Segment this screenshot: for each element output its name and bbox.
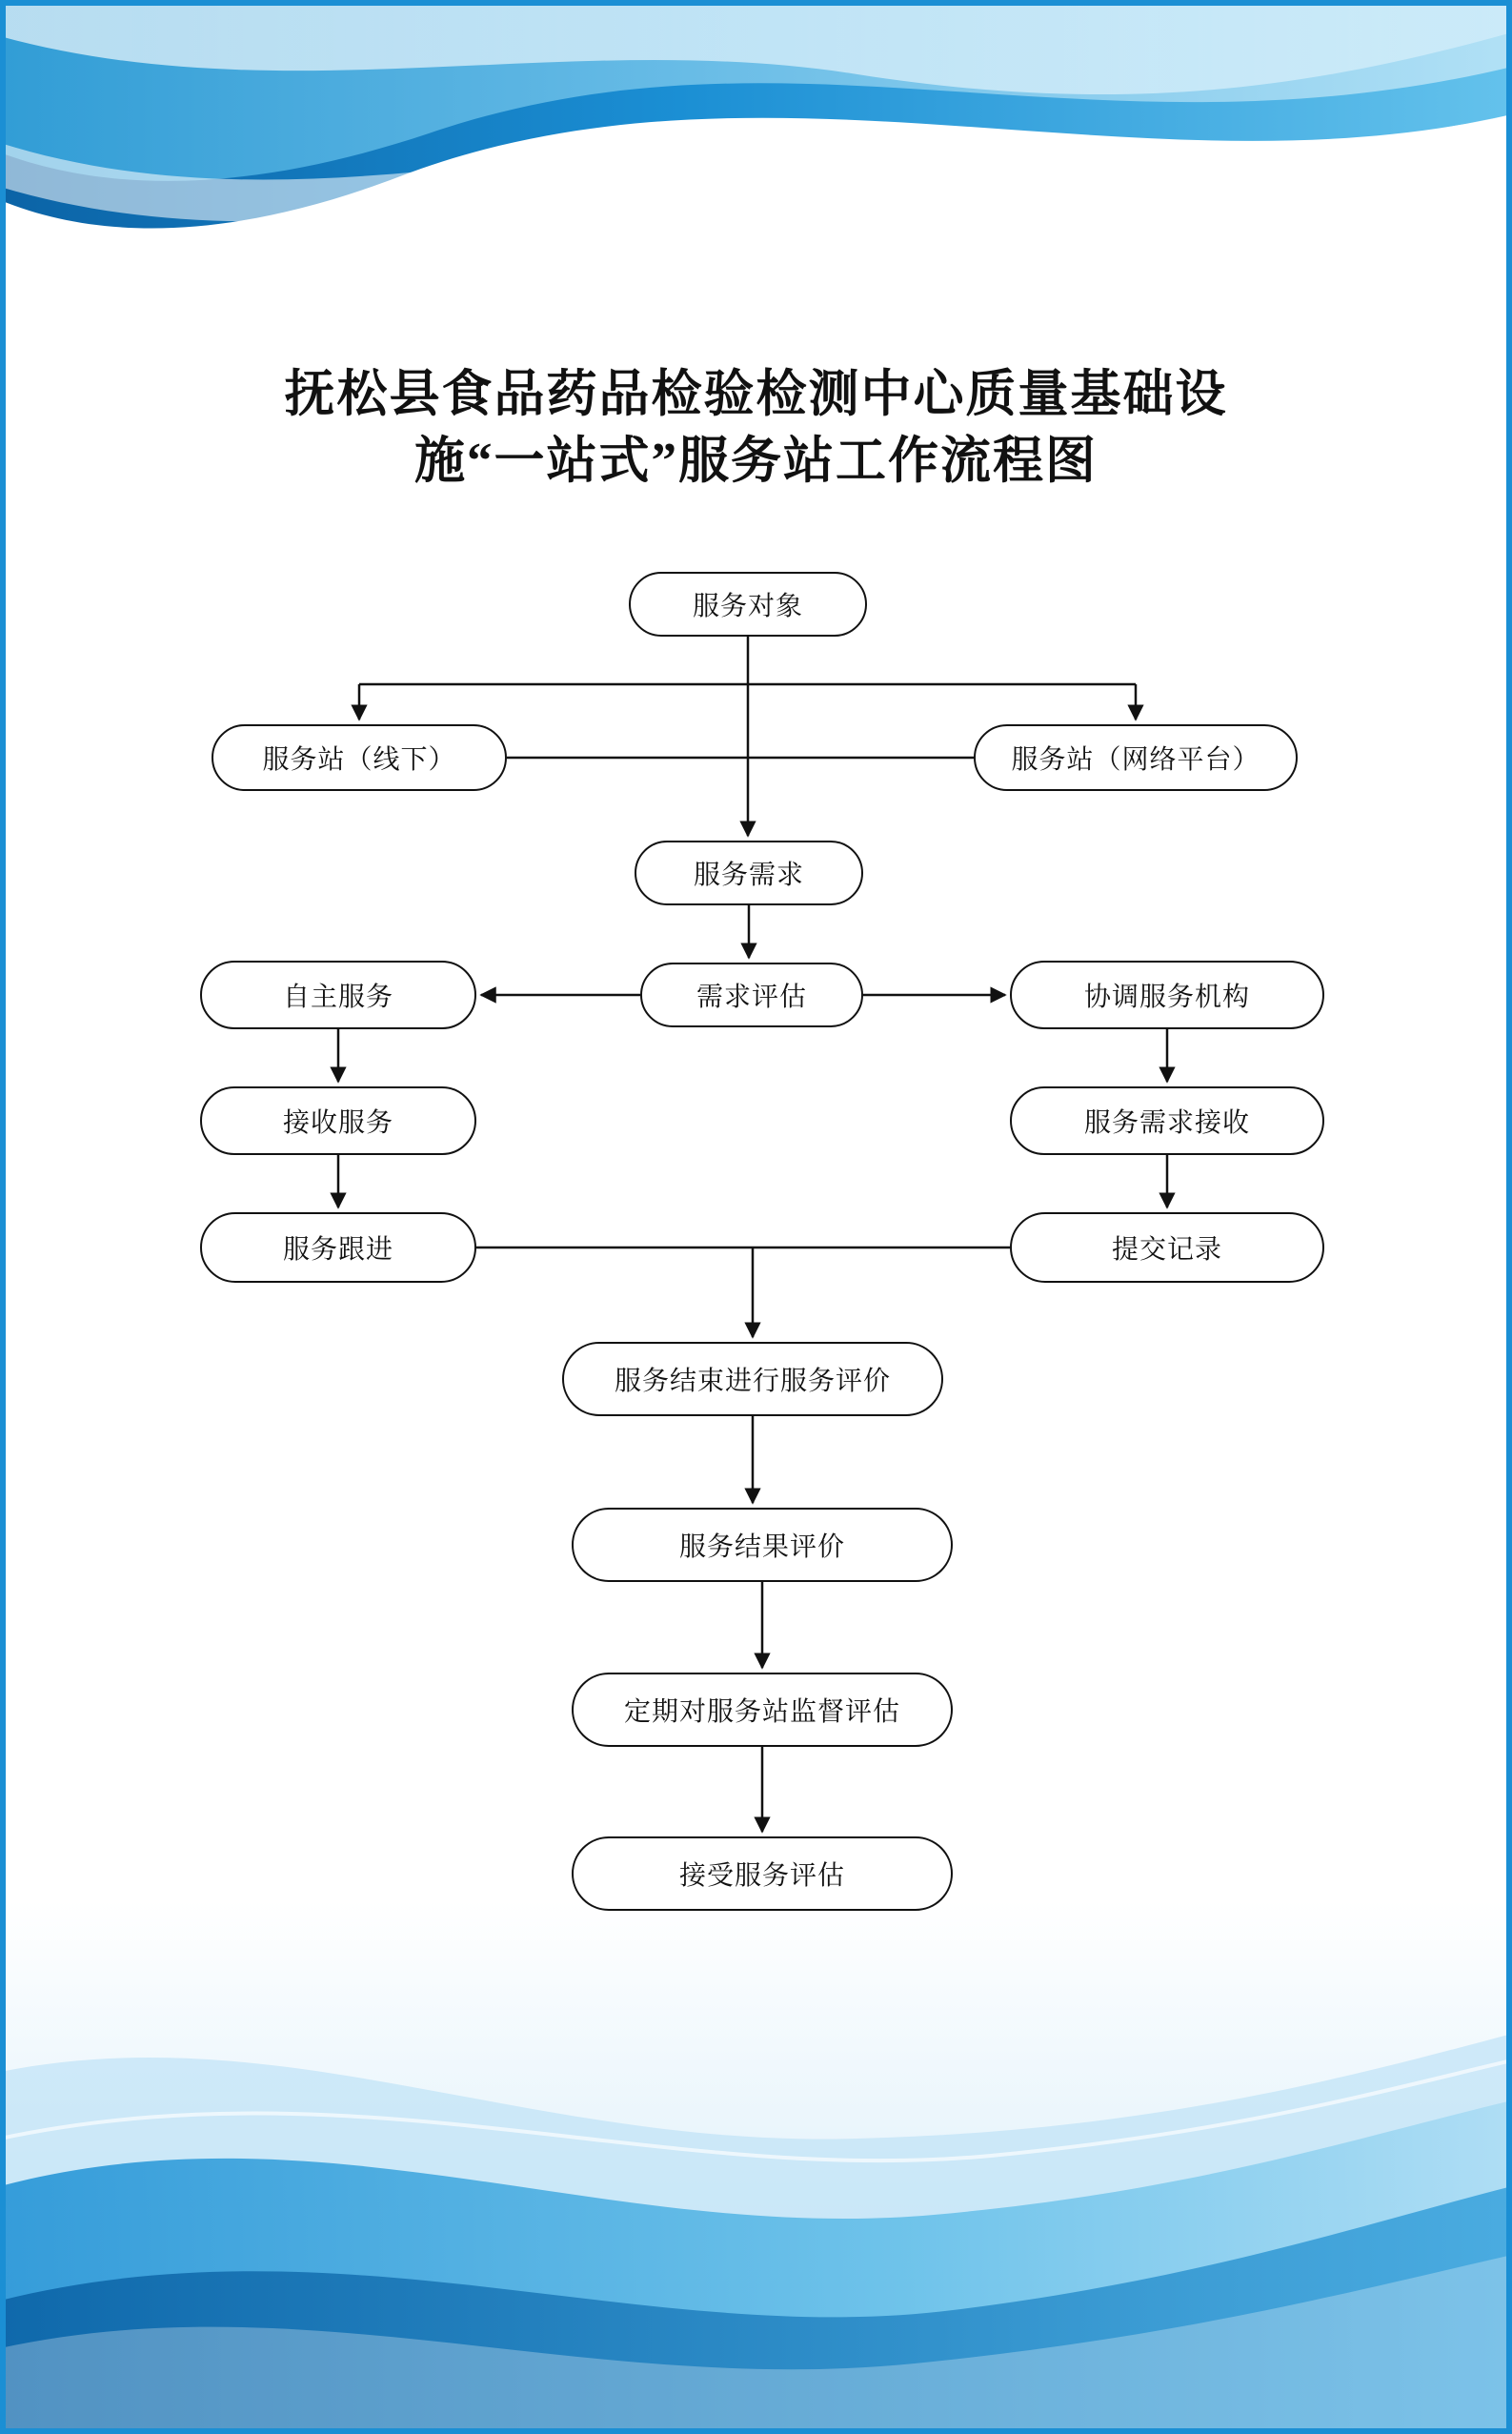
node-label: 协调服务机构: [1083, 983, 1250, 1012]
flow-node-service-followup[interactable]: [200, 1212, 476, 1283]
flow-node-periodic-supervision[interactable]: [572, 1673, 953, 1747]
node-label: 服务结果评价: [678, 1532, 845, 1562]
flow-node-demand-assessment[interactable]: [640, 963, 863, 1027]
node-label: 需求评估: [696, 983, 807, 1012]
title-line-2: 施“一站式”服务站工作流程图: [414, 433, 1098, 489]
node-label: 服务结束进行服务评价: [614, 1367, 891, 1396]
node-label: 提交记录: [1111, 1235, 1222, 1265]
flow-node-accept-evaluation[interactable]: [572, 1836, 953, 1911]
node-label: 自主服务: [282, 983, 393, 1012]
flow-node-demand-received[interactable]: [1010, 1086, 1324, 1155]
node-label: 服务站（网络平台）: [1011, 745, 1260, 775]
node-label: 服务跟进: [282, 1235, 393, 1265]
flow-node-station-offline[interactable]: [212, 724, 507, 791]
node-label: 服务对象: [692, 592, 803, 621]
node-label: 服务站（线下）: [262, 745, 456, 775]
flow-node-station-online[interactable]: [974, 724, 1298, 791]
node-label: 接受服务评估: [678, 1861, 845, 1891]
top-wave-decoration: [0, 0, 1512, 286]
poster-title: [0, 362, 1512, 496]
flow-node-service-demand[interactable]: [635, 841, 863, 905]
flow-node-result-evaluation[interactable]: [572, 1508, 953, 1582]
flow-node-coordinate-agency[interactable]: [1010, 961, 1324, 1029]
flowchart: [0, 572, 1512, 2001]
flow-node-end-evaluation[interactable]: [562, 1342, 943, 1416]
node-label: 接收服务: [282, 1108, 393, 1138]
node-label: 定期对服务站监督评估: [623, 1697, 900, 1727]
flow-node-self-service[interactable]: [200, 961, 476, 1029]
node-label: 服务需求接收: [1083, 1108, 1250, 1138]
title-line-1: 抚松县食品药品检验检测中心质量基础设: [284, 367, 1228, 422]
flow-node-submit-record[interactable]: [1010, 1212, 1324, 1283]
flow-node-receive-service[interactable]: [200, 1086, 476, 1155]
node-label: 服务需求: [693, 861, 804, 890]
flow-node-service-target[interactable]: [629, 572, 867, 637]
